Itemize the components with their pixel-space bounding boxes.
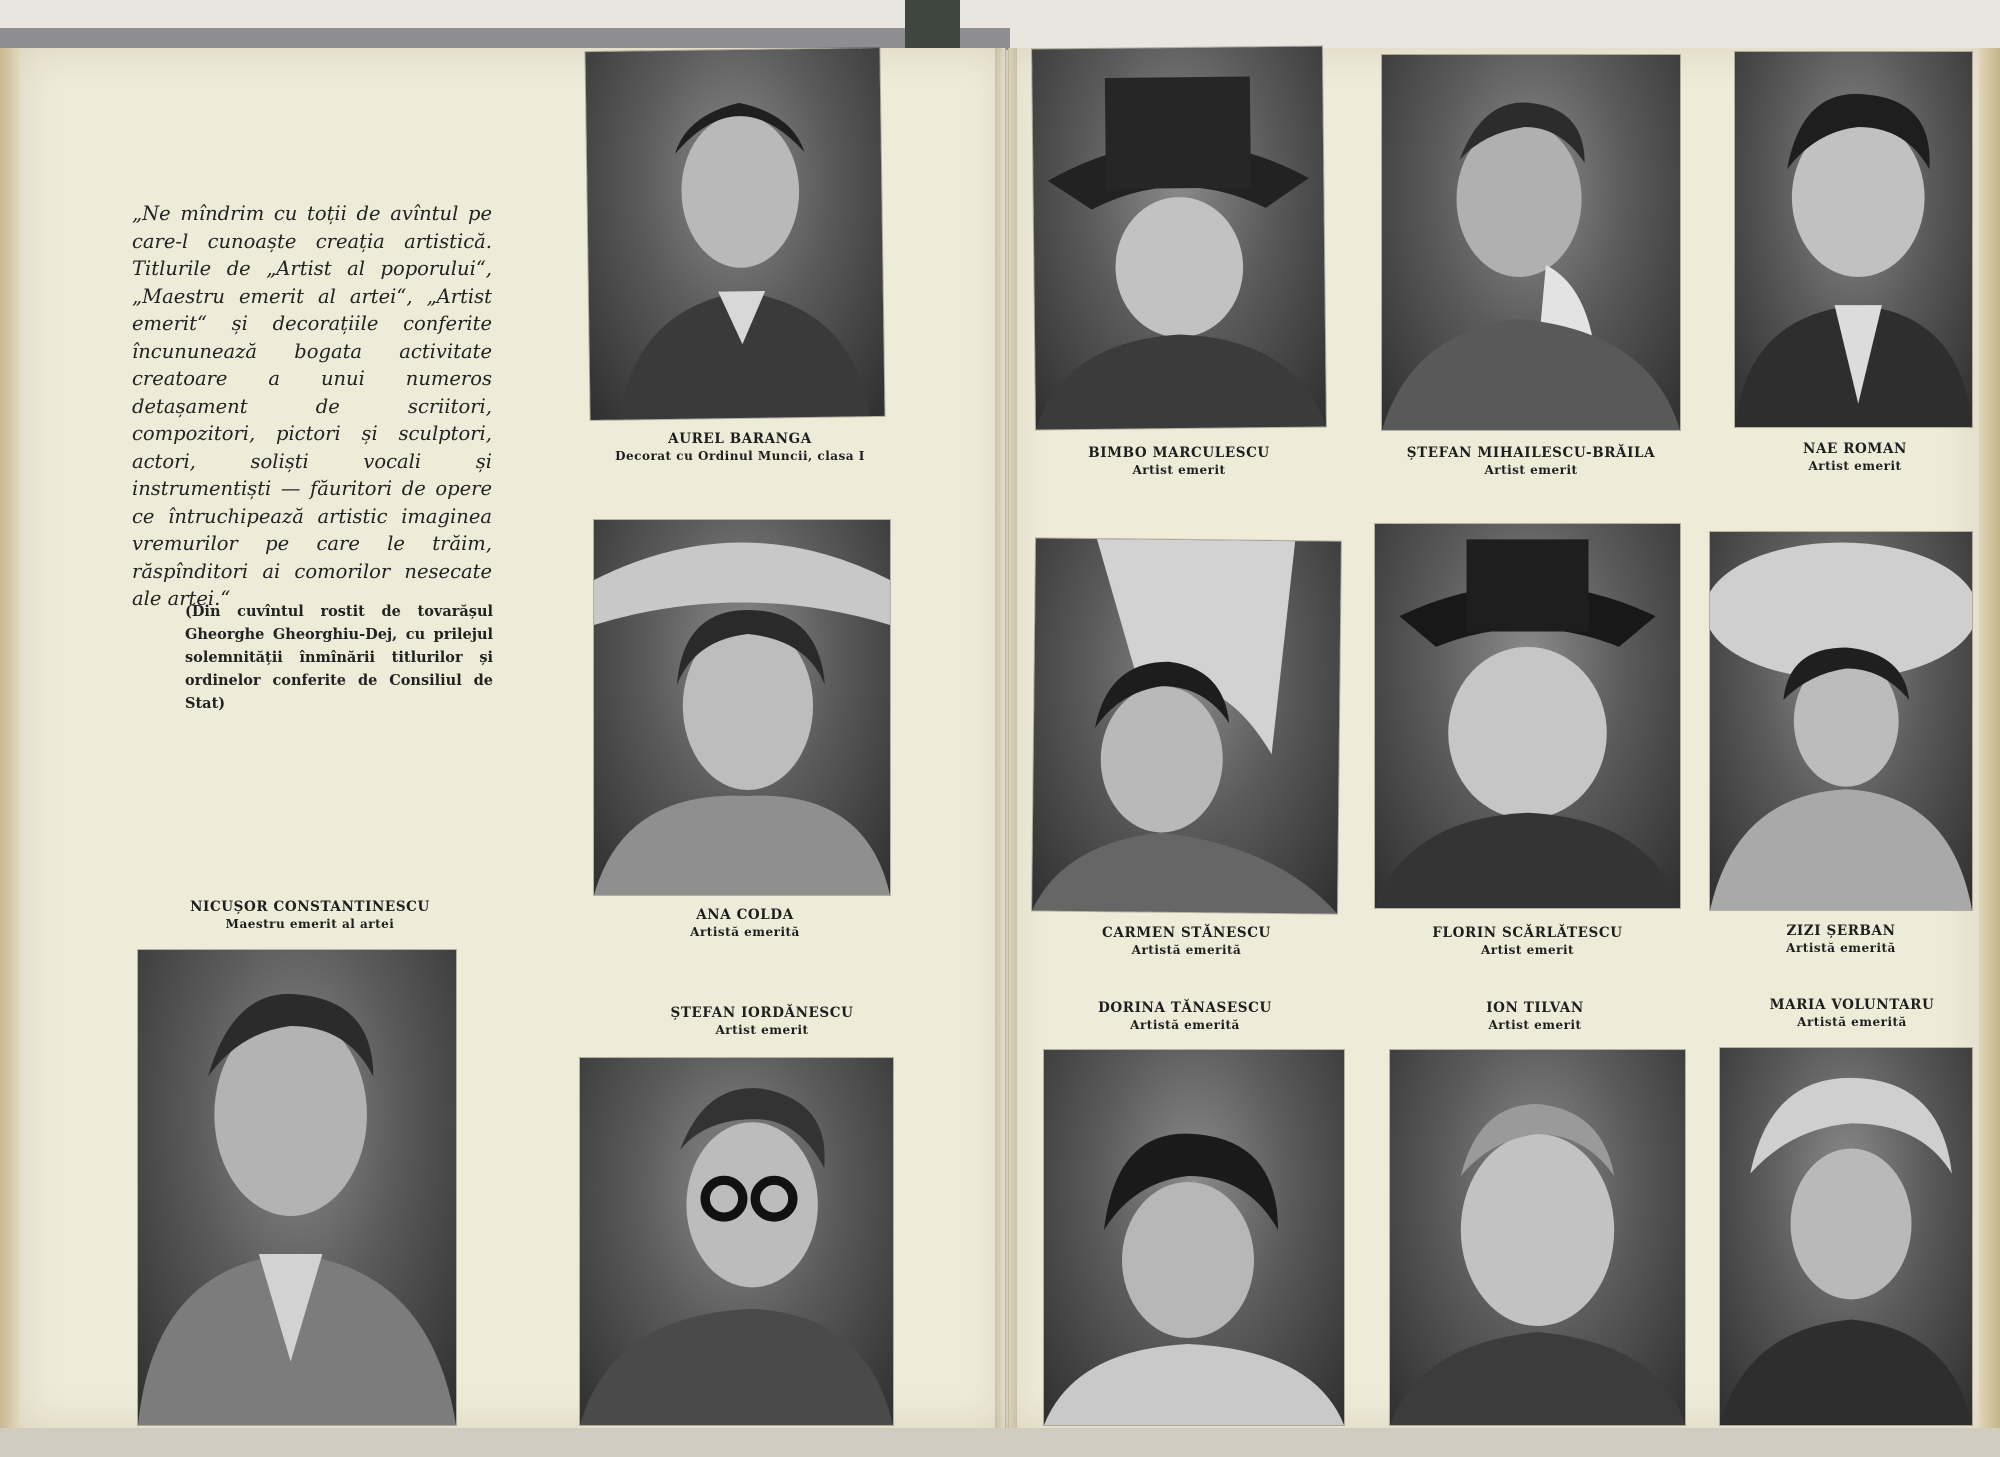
photo-bimbo-marculescu	[1032, 46, 1326, 429]
quote-source: (Din cuvîntul rostit de tovarășul Gheorghe Gheorghiu-Dej, cu prilejul solemnității înmînării titlurilor și ordinelor conferite de Consiliul de Stat)	[185, 603, 493, 712]
artist-title: Artist emerit	[1484, 463, 1578, 477]
photo-nae-roman	[1735, 52, 1972, 427]
artist-name: ȘTEFAN MIHAILESCU-BRĂILA	[1406, 445, 1656, 461]
artist-name: ION TILVAN	[1486, 1000, 1584, 1016]
photo-aurel-baranga	[585, 48, 884, 420]
book-gutter	[995, 48, 1017, 1428]
background-top	[0, 0, 2000, 50]
artist-name: NICUȘOR CONSTANTINESCU	[190, 899, 430, 915]
caption-aurel-baranga	[595, 430, 885, 465]
artist-name: FLORIN SCĂRLĂTESCU	[1432, 925, 1623, 941]
artist-title: Artistă emerită	[1130, 1018, 1240, 1032]
artist-title: Artistă emerită	[1786, 941, 1896, 955]
caption-nicusor-constantinescu	[160, 898, 460, 933]
artist-name: ȘTEFAN IORDĂNESCU	[670, 1005, 854, 1021]
caption-maria-voluntaru	[1722, 996, 1982, 1031]
artist-title: Artist emerit	[1808, 459, 1902, 473]
artist-title: Artist emerit	[715, 1023, 809, 1037]
caption-ion-tilvan	[1390, 999, 1680, 1034]
caption-nae-roman	[1735, 440, 1975, 475]
photo-ion-tilvan	[1390, 1050, 1685, 1425]
photo-ana-colda	[594, 520, 890, 895]
book-cover-corner	[905, 0, 960, 48]
caption-bimbo-marculescu	[1034, 444, 1324, 479]
artist-title: Artist emerit	[1132, 463, 1226, 477]
photo-dorina-tanasescu	[1044, 1050, 1344, 1425]
photo-zizi-serban	[1710, 532, 1972, 910]
caption-stefan-iordanescu	[612, 1004, 912, 1039]
artist-name: CARMEN STĂNESCU	[1102, 925, 1271, 941]
artist-name: DORINA TĂNASESCU	[1098, 1000, 1272, 1016]
artist-name: BIMBO MARCULESCU	[1088, 445, 1270, 461]
artist-title: Artist emerit	[1480, 943, 1575, 957]
caption-florin-scarlatescu	[1375, 924, 1680, 959]
photo-stefan-iordanescu	[580, 1058, 893, 1425]
artist-title: Artistă emerită	[690, 925, 800, 939]
photo-nicusor-constantinescu	[138, 950, 456, 1425]
photo-maria-voluntaru	[1720, 1048, 1972, 1425]
artist-title: Artist emerit	[1488, 1018, 1582, 1032]
caption-zizi-serban	[1710, 922, 1972, 957]
artist-title: Artistă emerită	[1797, 1015, 1907, 1029]
caption-stefan-mihailescu-braila	[1372, 444, 1690, 479]
caption-carmen-stanescu	[1034, 924, 1339, 959]
artist-name: AUREL BARANGA	[668, 431, 812, 447]
photo-carmen-stanescu	[1032, 538, 1341, 913]
book-cover-cloth	[0, 28, 1010, 50]
artist-title: Decorat cu Ordinul Muncii, clasa I	[615, 449, 865, 463]
artist-name: NAE ROMAN	[1803, 441, 1907, 457]
artist-name: ZIZI ȘERBAN	[1786, 923, 1896, 939]
caption-dorina-tanasescu	[1040, 999, 1330, 1034]
photo-florin-scarlatescu	[1375, 524, 1680, 908]
background-bottom	[0, 1425, 2000, 1457]
artist-title: Artistă emerită	[1131, 943, 1242, 957]
quote-text: „Ne mîndrim cu toții de avîntul pe care-l cunoaște creația artistică. Titlurile de „Artist al poporului“, „Maestru emerit al artei“, „Artist emerit“ și decorațiile conferite încununează bogata activitate creatoare a unui numeros detașament de scriitori, compozitori, pictori și sculptori, actori, soliști vocali și instrumentiști — făuritori de opere ce întruchipează artistic imaginea vremurilor pe care le trăim, răspînditori ai comorilor nesecate ale artei.“	[132, 202, 492, 610]
artist-title: Maestru emerit al artei	[225, 917, 395, 931]
artist-name: ANA COLDA	[696, 907, 794, 923]
photo-stefan-mihailescu-braila	[1382, 55, 1680, 430]
caption-ana-colda	[600, 906, 890, 941]
artist-name: MARIA VOLUNTARU	[1769, 997, 1935, 1013]
